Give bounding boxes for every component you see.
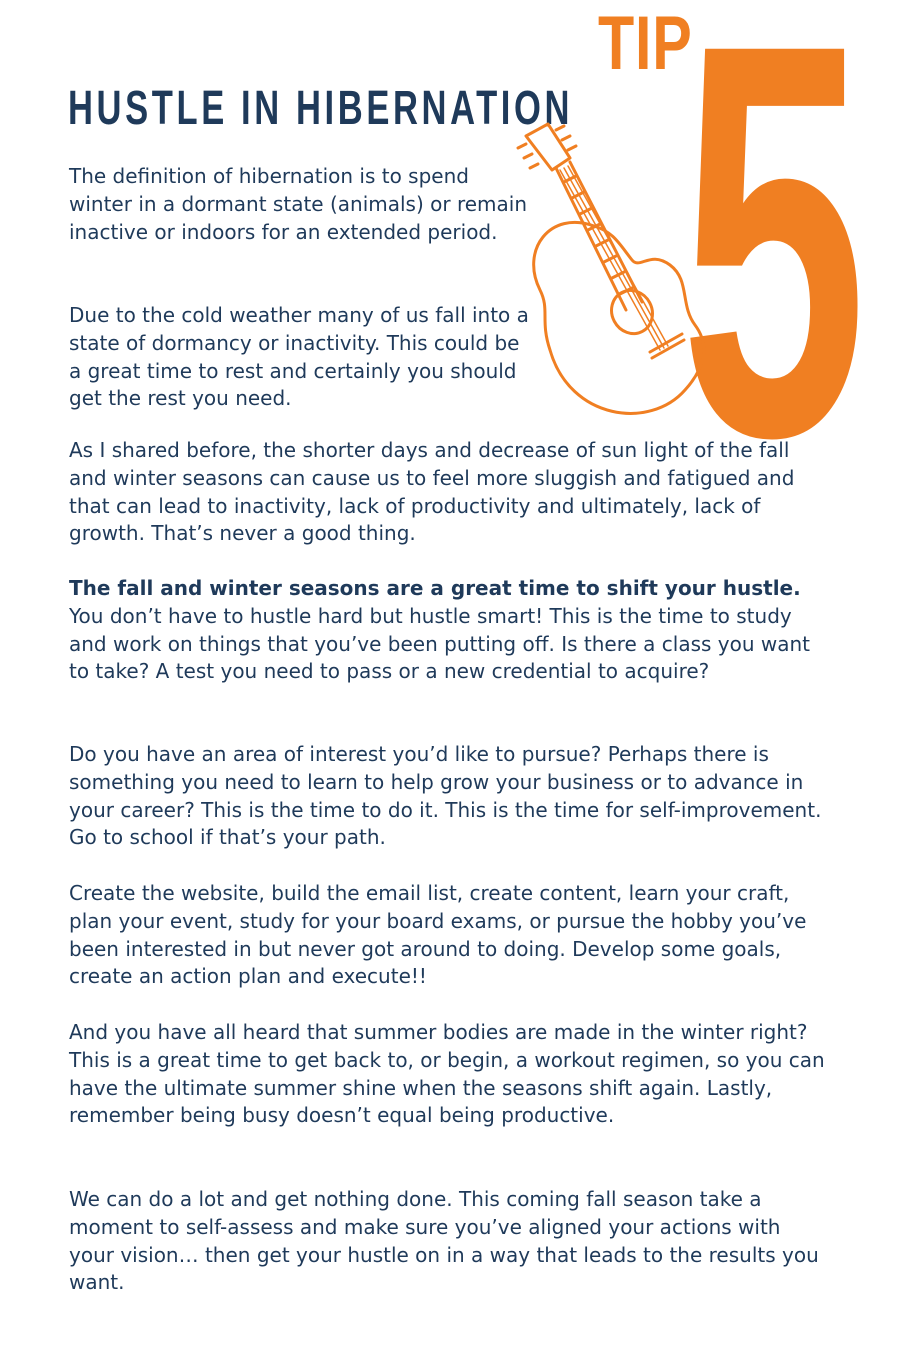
paragraph-dormancy: Due to the cold weather many of us fall into a state of dormancy or inactivity. This could be a great time to rest and certainly you should get the rest you need.: [69, 303, 529, 411]
paragraph-create-website: Create the website, build the email list, create content, learn your craft, plan your event, study for your board exams, or pursue the hobby you’ve been interested in but never got around to doing. Develop some goals, create an action plan and execute!!: [69, 881, 807, 989]
paragraph-shift-hustle: [69, 575, 829, 686]
page-title: HUSTLE IN HIBERNATION: [68, 82, 574, 135]
tip-number: 5: [680, 0, 867, 553]
paragraph-summer-bodies: And you have all heard that summer bodies are made in the winter right? This is a great time to get back to, or begin, a workout regimen, so you can have the ultimate summer shine when the seasons shift again. Lastly, remember being busy doesn’t equal being productive.: [69, 1020, 825, 1128]
tip-label: TIP: [598, 1, 693, 86]
paragraph-self-assess: We can do a lot and get nothing done. This coming fall season take a moment to self-assess and make sure you’ve aligned your actions with your vision… then get your hustle on in a way that leads to the results you want.: [69, 1187, 819, 1295]
paragraph-area-of-interest: Do you have an area of interest you’d like to pursue? Perhaps there is something you need to learn to help grow your business or to advance in your career? This is the time to do it. This is the time for self-improvement. Go to school if that’s your path.: [69, 742, 822, 850]
paragraph-shift-hustle-text: You don’t have to hustle hard but hustle smart! This is the time to study and work on things that you’ve been putting off. Is there a class you want to take? A test you need to pass or a new credential to acquire?: [69, 603, 811, 684]
guitar-icon: [510, 120, 710, 430]
paragraph-definition: The definition of hibernation is to spend winter in a dormant state (animals) or remain inactive or indoors for an extended period.: [69, 164, 527, 244]
paragraph-lead-bold: The fall and winter seasons are a great time to shift your hustle.: [69, 576, 801, 600]
paragraph-shorter-days: As I shared before, the shorter days and decrease of sun light of the fall and winter seasons can cause us to feel more sluggish and fatigued and that can lead to inactivity, lack of productivity and ultimately, lack of growth. That’s never a good thing.: [69, 438, 795, 546]
